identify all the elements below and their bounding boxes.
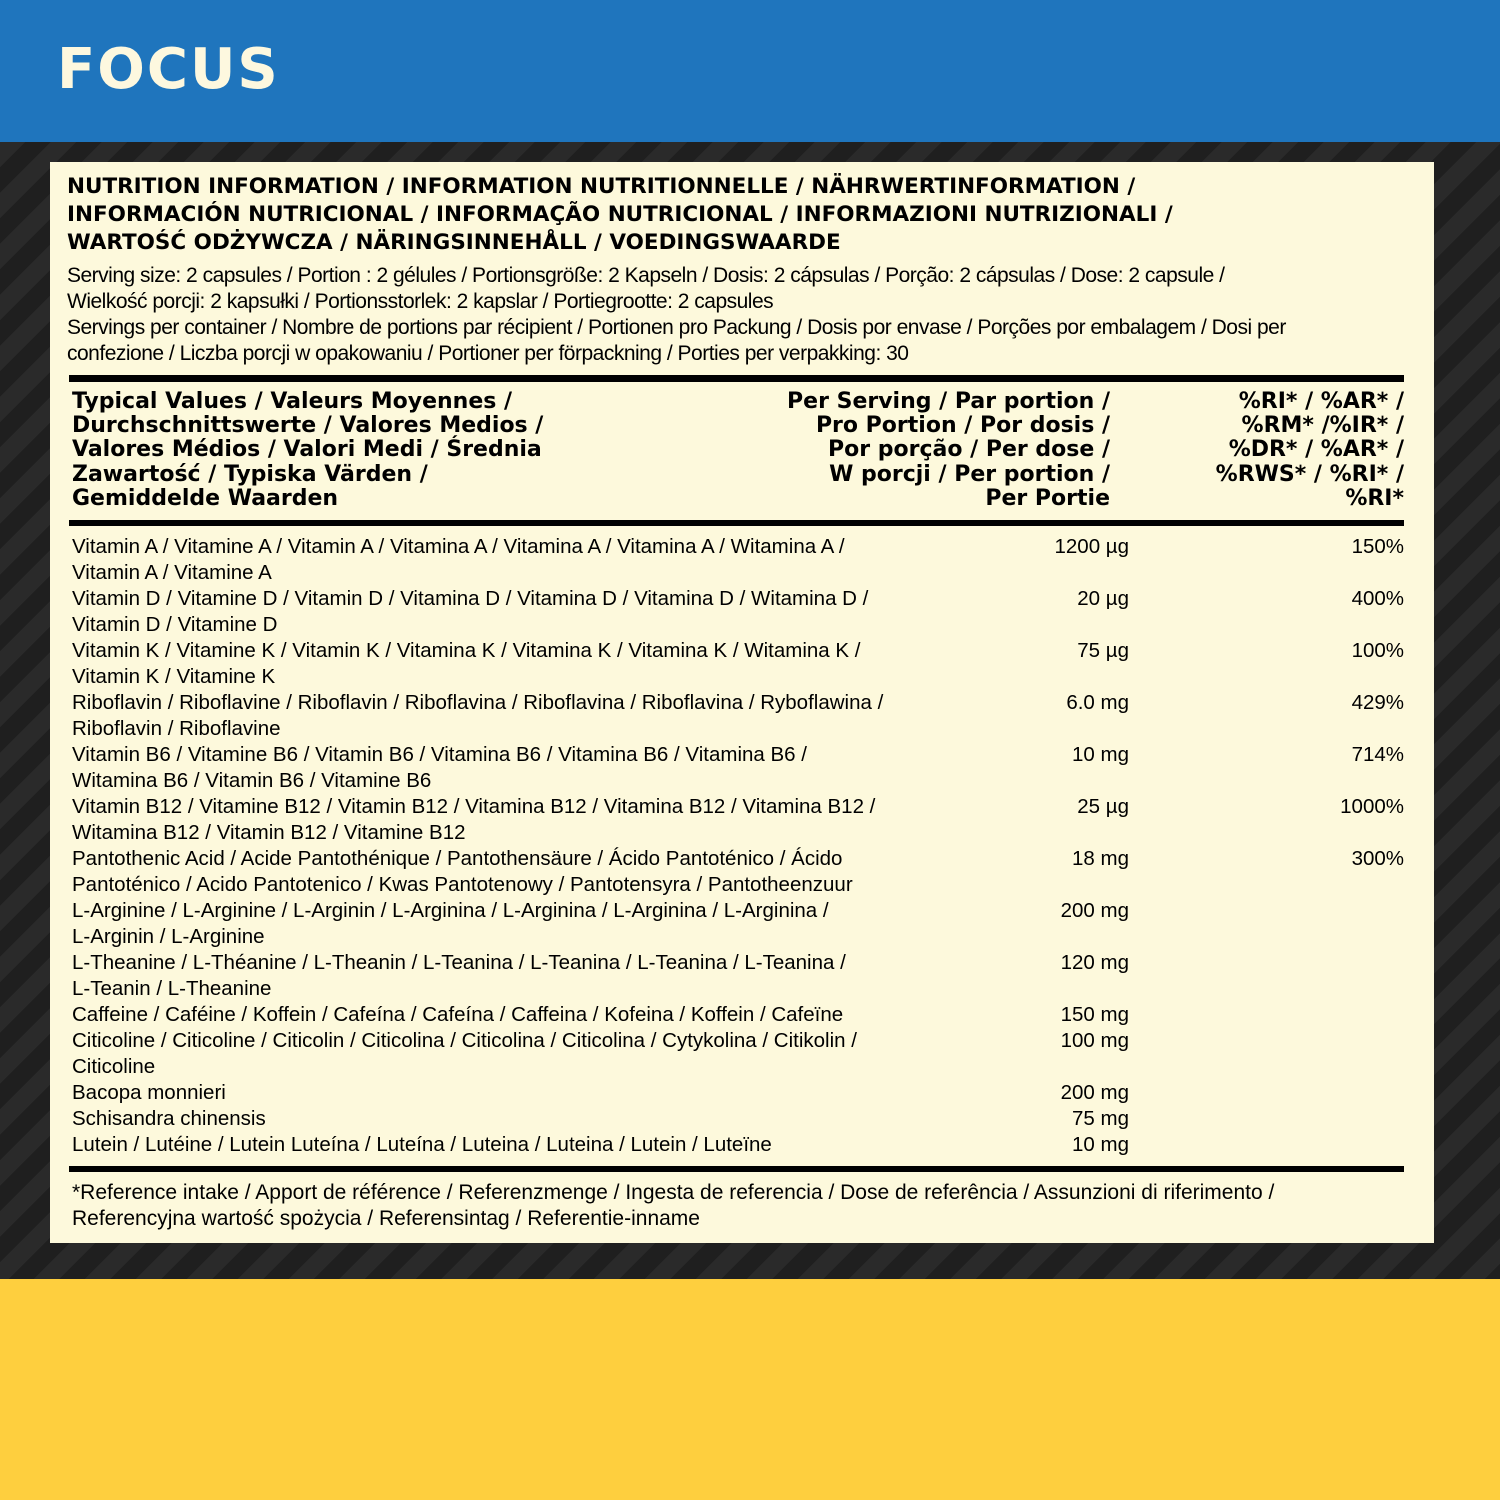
table-row: [72, 534, 1404, 586]
nutrient-name-line: Witamina B6 / Vitamin B6 / Vitamine B6: [72, 769, 432, 792]
nutrient-name-line: Caffeine / Caféine / Koffein / Cafeína / Cafeína / Caffeina / Kofeina / Koffein / Cafeïne: [72, 1003, 844, 1026]
nutrient-name: [72, 742, 962, 794]
nutrient-ri: 400%: [1351, 587, 1404, 610]
nutrient-name: [72, 534, 962, 586]
nutrient-name-line: Riboflavin / Riboflavine / Riboflavin / Riboflavina / Riboflavina / Riboflavina / Ryboflawina /: [72, 691, 884, 714]
serving-size-line: Wielkość porcji: 2 kapsułki / Portionsstorlek: 2 kapslar / Portiegrootte: 2 capsules: [67, 290, 774, 313]
nutrient-ri: 100%: [1351, 639, 1404, 662]
reference-intake-footnote: [72, 1180, 1412, 1232]
nutrient-amount: 75 mg: [1072, 1107, 1129, 1130]
nutrient-name: [72, 1028, 962, 1080]
nutrient-name-line: Schisandra chinensis: [72, 1107, 266, 1130]
nutrient-name-line: Bacopa monnieri: [72, 1081, 226, 1104]
header-reference-intake: [1150, 390, 1404, 511]
header-line: %DR* / %AR* /: [1228, 437, 1404, 463]
table-row: [72, 794, 1404, 846]
nutrient-amount: 1200 µg: [1054, 535, 1129, 558]
nutrient-name-line: Pantoténico / Acido Pantotenico / Kwas Pantotenowy / Pantotensyra / Pantotheenzuur: [72, 873, 853, 896]
nutrient-name: [72, 1080, 962, 1106]
nutrient-name: [72, 1106, 962, 1132]
table-row: [72, 586, 1404, 638]
brand-title: FOCUS: [57, 37, 280, 102]
servings-per-container-line: Servings per container / Nombre de portions par récipient / Portionen pro Packung / Dosis por envase / Porções por embalagem / Dosi per: [67, 316, 1286, 339]
header-line: %RM* /%IR* /: [1241, 413, 1404, 439]
nutrient-name-line: Lutein / Lutéine / Lutein Luteína / Luteína / Luteina / Luteina / Lutein / Luteïne: [72, 1133, 772, 1156]
nutrient-name-line: Vitamin B6 / Vitamine B6 / Vitamin B6 / Vitamina B6 / Vitamina B6 / Vitamina B6 /: [72, 743, 807, 766]
nutrient-name: [72, 690, 962, 742]
brand-header: [0, 0, 1500, 142]
nutrient-name-line: Vitamin K / Vitamine K / Vitamin K / Vitamina K / Vitamina K / Vitamina K / Witamina K /: [72, 639, 861, 662]
nutrient-amount: 150 mg: [1060, 1003, 1129, 1026]
nutrient-name-line: L-Arginin / L-Arginine: [72, 925, 265, 948]
nutrient-amount: 6.0 mg: [1066, 691, 1129, 714]
table-header-rule: [69, 520, 1404, 526]
nutrient-amount: 100 mg: [1060, 1029, 1129, 1052]
table-row: [72, 898, 1404, 950]
header-line: Por porção / Per dose /: [828, 437, 1110, 463]
table-row: [72, 1028, 1404, 1080]
table-row: [72, 1002, 1404, 1028]
nutrient-amount: 200 mg: [1060, 1081, 1129, 1104]
nutrient-name-line: Vitamin B12 / Vitamine B12 / Vitamin B12 / Vitamina B12 / Vitamina B12 / Vitamina B12 /: [72, 795, 876, 818]
nutrient-name: [72, 586, 962, 638]
nutrient-name-line: Vitamin K / Vitamine K: [72, 665, 276, 688]
serving-size-line: Serving size: 2 capsules / Portion : 2 gélules / Portionsgröße: 2 Kapseln / Dosis: 2 cápsulas / Porção: 2 cápsulas / Dose: 2 capsule /: [67, 264, 1225, 287]
nutrition-title: [67, 173, 1407, 257]
nutrient-name-line: Witamina B12 / Vitamin B12 / Vitamine B12: [72, 821, 466, 844]
nutrient-name-line: Vitamin A / Vitamine A: [72, 561, 272, 584]
nutrient-ri: 714%: [1351, 743, 1404, 766]
nutrient-amount: 200 mg: [1060, 899, 1129, 922]
header-line: Per Serving / Par portion /: [787, 389, 1110, 414]
nutrition-title-line: NUTRITION INFORMATION / INFORMATION NUTRITIONNELLE / NÄHRWERTINFORMATION /: [67, 174, 1136, 199]
header-line: %RWS* / %RI* /: [1215, 461, 1404, 487]
table-row: [72, 846, 1404, 898]
nutrient-name-line: Riboflavin / Riboflavine: [72, 717, 281, 740]
nutrient-name: [72, 898, 962, 950]
nutrient-ri: 300%: [1351, 847, 1404, 870]
header-line: Durchschnittswerte / Valores Medios /: [72, 413, 544, 439]
nutrition-title-line: WARTOŚĆ ODŻYWCZA / NÄRINGSINNEHÅLL / VOEDINGSWAARDE: [67, 230, 841, 255]
nutrient-name-line: Citicoline: [72, 1055, 156, 1078]
header-typical-values: [72, 390, 672, 511]
nutrient-name: [72, 638, 962, 690]
nutrient-name: [72, 794, 962, 846]
nutrient-amount: 20 µg: [1077, 587, 1129, 610]
serving-info: [67, 263, 1422, 367]
nutrient-name: [72, 1132, 962, 1158]
table-row: [72, 690, 1404, 742]
nutrient-name-line: L-Arginine / L-Arginine / L-Arginin / L-Arginina / L-Arginina / L-Arginina / L-Arginina /: [72, 899, 829, 922]
header-line: Per Portie: [985, 485, 1110, 511]
servings-per-container-line: confezione / Liczba porcji w opakowaniu / Portioner per förpackning / Porties per verpakking: 30: [67, 342, 909, 365]
header-line: Zawartość / Typiska Värden /: [72, 461, 428, 487]
nutrient-amount: 25 µg: [1077, 795, 1129, 818]
footnote-line: Referencyjna wartość spożycia / Referensintag / Referentie-inname: [72, 1207, 700, 1230]
table-row: [72, 950, 1404, 1002]
footnote-line: *Reference intake / Apport de référence / Referenzmenge / Ingesta de referencia / Dose de referência / Assunzioni di riferimento /: [72, 1181, 1275, 1204]
nutrient-amount: 18 mg: [1072, 847, 1129, 870]
table-row: [72, 638, 1404, 690]
nutrition-panel: [50, 162, 1434, 1243]
nutrient-name-line: Vitamin D / Vitamine D: [72, 613, 278, 636]
bottom-band: [0, 1279, 1500, 1500]
nutrient-name: [72, 846, 962, 898]
nutrient-table-body: [72, 534, 1404, 1158]
table-bottom-rule: [69, 1166, 1404, 1172]
header-line: Gemiddelde Waarden: [72, 485, 339, 511]
nutrient-amount: 120 mg: [1060, 951, 1129, 974]
table-top-rule: [69, 375, 1404, 382]
nutrient-ri: 429%: [1351, 691, 1404, 714]
header-line: Pro Portion / Por dosis /: [815, 413, 1110, 439]
nutrient-amount: 75 µg: [1077, 639, 1129, 662]
nutrient-name-line: Pantothenic Acid / Acide Pantothénique / Pantothensäure / Ácido Pantoténico / Ácido: [72, 847, 843, 870]
table-row: [72, 1080, 1404, 1106]
nutrient-name: [72, 1002, 962, 1028]
nutrient-name: [72, 950, 962, 1002]
header-line: %RI* / %AR* /: [1238, 389, 1404, 414]
header-line: Typical Values / Valeurs Moyennes /: [72, 389, 513, 414]
nutrient-ri: 150%: [1351, 535, 1404, 558]
nutrient-name-line: Vitamin D / Vitamine D / Vitamin D / Vitamina D / Vitamina D / Vitamina D / Witamina D /: [72, 587, 869, 610]
nutrient-amount: 10 mg: [1072, 1133, 1129, 1156]
nutrient-amount: 10 mg: [1072, 743, 1129, 766]
header-line: %RI*: [1345, 485, 1404, 511]
table-row: [72, 742, 1404, 794]
table-row: [72, 1132, 1404, 1158]
nutrient-name-line: Citicoline / Citicoline / Citicolin / Citicolina / Citicolina / Citicolina / Cytykolina / Citikolin /: [72, 1029, 857, 1052]
header-per-serving: [690, 390, 1110, 511]
nutrition-title-line: INFORMACIÓN NUTRICIONAL / INFORMAÇÃO NUTRICIONAL / INFORMAZIONI NUTRIZIONALI /: [67, 202, 1173, 227]
header-line: W porcji / Per portion /: [829, 461, 1110, 487]
nutrient-name-line: L-Teanin / L-Theanine: [72, 977, 272, 1000]
nutrient-name-line: L-Theanine / L-Théanine / L-Theanin / L-Teanina / L-Teanina / L-Teanina / L-Teanina /: [72, 951, 846, 974]
nutrient-name-line: Vitamin A / Vitamine A / Vitamin A / Vitamina A / Vitamina A / Vitamina A / Witamina A /: [72, 535, 845, 558]
nutrient-ri: 1000%: [1340, 795, 1404, 818]
table-row: [72, 1106, 1404, 1132]
header-line: Valores Médios / Valori Medi / Średnia: [72, 437, 542, 463]
